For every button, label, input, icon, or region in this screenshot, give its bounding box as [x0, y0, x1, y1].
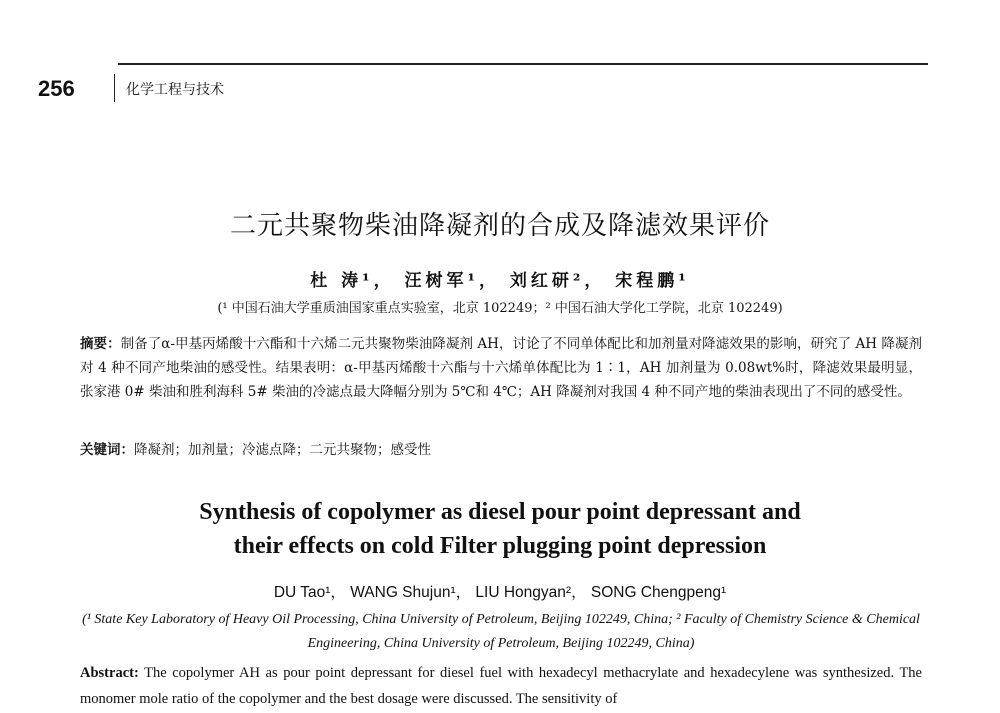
- english-abstract-label: Abstract:: [80, 665, 139, 681]
- english-authors: DU Tao¹， WANG Shujun¹， LIU Hongyan²， SONG Chengpeng¹: [273, 584, 727, 601]
- english-title-line2: their effects on cold Filter plugging point depression: [233, 533, 767, 559]
- journal-name: 化学工程与技术: [126, 82, 224, 98]
- page-header: [38, 60, 928, 106]
- chinese-authors: 杜 涛¹， 汪树军¹， 刘红研²， 宋程鹏¹: [310, 271, 690, 291]
- header-rule: [118, 63, 928, 65]
- english-abstract: [80, 660, 922, 712]
- header-separator: [114, 74, 115, 102]
- page-number: 256: [38, 76, 75, 101]
- chinese-abstract-text: 制备了α-甲基丙烯酸十六酯和十六烯二元共聚物柴油降凝剂 AH，讨论了不同单体配比和加剂量对降滤效果的影响，研究了 AH 降凝剂对 4 种不同产地柴油的感受性。结果表明：α-甲基丙烯酸十六酯与十六烯单体配比为 1∶1，AH 加剂量为 0.08wt%时，降滤效果最明显，张家港 0# 柴油和胜利海科 5# 柴油的冷滤点最大降幅分别为 5℃和 4℃；AH 降凝剂对我国 4 种不同产地的柴油表现出了不同的感受性。: [80, 336, 922, 400]
- chinese-title: 二元共聚物柴油降凝剂的合成及降滤效果评价: [229, 211, 770, 241]
- english-title: [0, 495, 1000, 563]
- chinese-keywords-text: 降凝剂；加剂量；冷滤点降；二元共聚物；感受性: [134, 442, 431, 458]
- english-title-line1: Synthesis of copolymer as diesel pour point depressant and: [199, 499, 801, 525]
- chinese-keywords: [80, 438, 922, 458]
- chinese-affiliation: (¹ 中国石油大学重质油国家重点实验室，北京 102249；² 中国石油大学化工学院，北京 102249): [217, 301, 783, 316]
- english-abstract-text: The copolymer AH as pour point depressant for diesel fuel with hexadecyl methacrylate and hexadecylene was synthesized. The monomer mole ratio of the copolymer and the best dosage were discussed. The sensitivity of: [80, 665, 922, 707]
- english-affiliation: (¹ State Key Laboratory of Heavy Oil Processing, China University of Petroleum, Beijing 102249, China; ² Faculty of Chemistry Science & Chemical Engineering, China University of Petroleum, Beijing 102249, China): [82, 612, 920, 651]
- chinese-abstract-label: 摘要：: [80, 336, 121, 352]
- chinese-keywords-label: 关键词：: [80, 442, 134, 458]
- chinese-abstract: [80, 332, 922, 404]
